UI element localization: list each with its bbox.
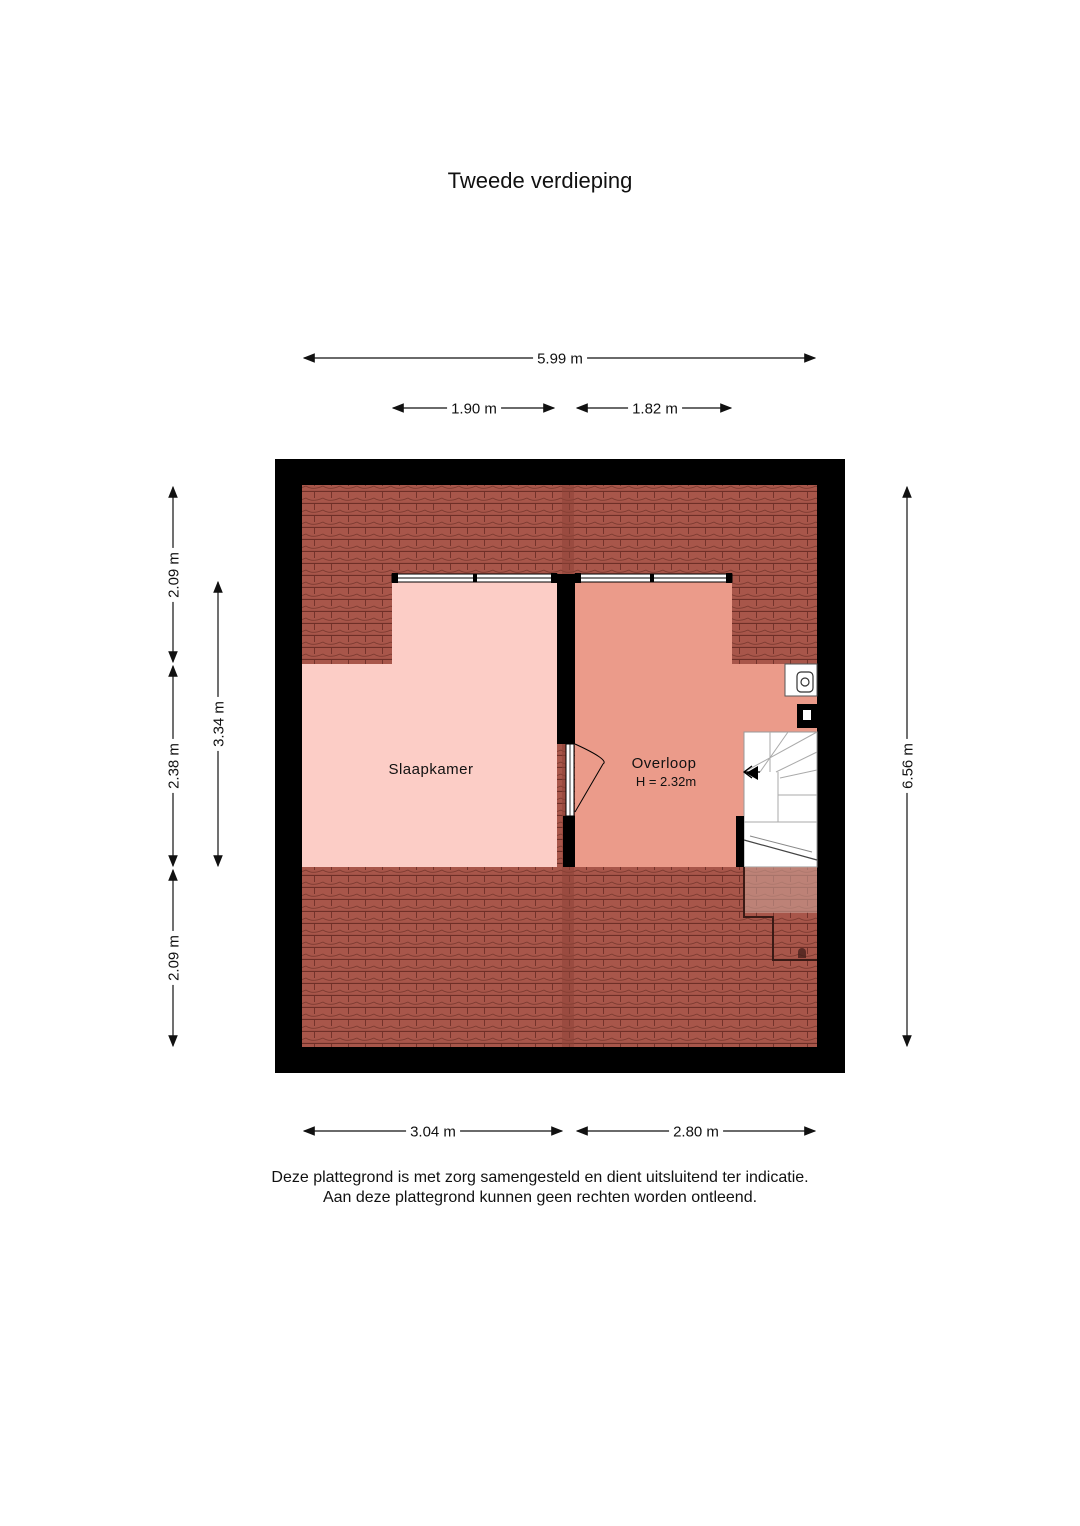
stair-void-mark bbox=[798, 948, 806, 958]
boiler-icon bbox=[785, 664, 817, 696]
dim-window-right: 1.82 m bbox=[628, 401, 682, 418]
room-height-overloop: H = 2.32m bbox=[635, 774, 697, 789]
window-left bbox=[392, 573, 557, 583]
room-label-overloop: Overloop bbox=[631, 755, 697, 772]
disclaimer-line-2: Aan deze plattegrond kunnen geen rechten worden ontleend. bbox=[322, 1189, 758, 1206]
dim-bottom-left: 3.04 m bbox=[406, 1124, 460, 1141]
dim-total-height: 6.56 m bbox=[900, 739, 917, 793]
interior-wall-upper bbox=[557, 574, 575, 744]
disclaimer-line-1: Deze plattegrond is met zorg samengesteld en dient uitsluitend ter indicatie. bbox=[271, 1169, 809, 1186]
interior-wall-lower bbox=[563, 816, 575, 867]
dim-left-middle: 2.38 m bbox=[166, 739, 183, 793]
page-title: Tweede verdieping bbox=[447, 168, 633, 193]
window-right bbox=[575, 573, 732, 583]
dim-inner-height: 3.34 m bbox=[211, 697, 228, 751]
dim-total-width: 5.99 m bbox=[533, 351, 587, 368]
shaft-icon bbox=[797, 704, 817, 728]
room-label-slaapkamer: Slaapkamer bbox=[388, 761, 474, 778]
dim-window-left: 1.90 m bbox=[447, 401, 501, 418]
dim-left-bottom: 2.09 m bbox=[166, 931, 183, 985]
dim-left-top: 2.09 m bbox=[166, 548, 183, 602]
stair-void bbox=[744, 867, 817, 913]
staircase bbox=[736, 732, 817, 867]
dim-bottom-right: 2.80 m bbox=[669, 1124, 723, 1141]
disclaimer bbox=[0, 1168, 1080, 1208]
